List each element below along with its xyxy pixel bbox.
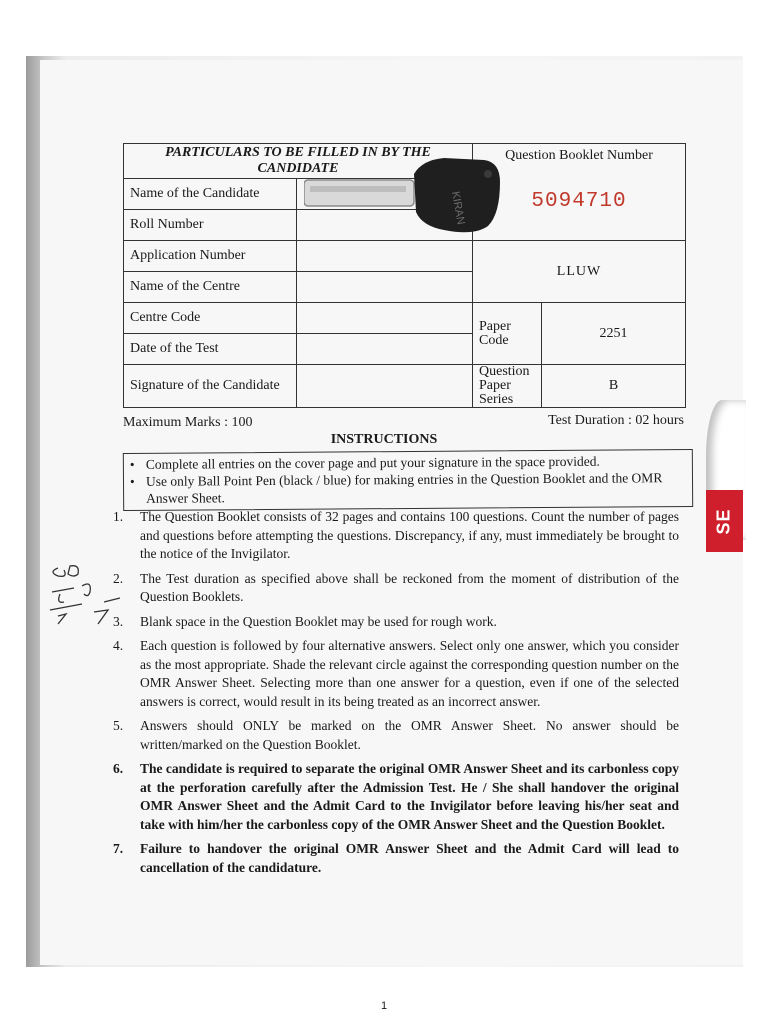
field-input-date[interactable] bbox=[297, 334, 473, 365]
paper-code: 2251 bbox=[542, 303, 686, 365]
instruction-item: 5. Answers should ONLY be marked on the OMR Answer Sheet. No answer should be written/marked on the Question Booklet. bbox=[113, 718, 679, 752]
field-input-centre-code[interactable] bbox=[297, 303, 473, 334]
instruction-item: 1. The Question Booklet consists of 32 pages and contains 100 questions. Count the number of pages and questions before attempting the questions. Discrepancy, if any, must immediately be brought to the notice of the Invigilator. bbox=[113, 509, 679, 561]
handwritten-scribble bbox=[44, 558, 124, 638]
series-label: Question Paper Series bbox=[473, 365, 542, 408]
field-label-application: Application Number bbox=[124, 241, 297, 272]
maximum-marks: Maximum Marks : 100 bbox=[123, 415, 253, 430]
instruction-item: 2. The Test duration as specified above shall be reckoned from the moment of distribution of the Question Booklets. bbox=[113, 570, 679, 604]
paper-code-label: Paper Code bbox=[473, 303, 542, 365]
instructions-box bbox=[123, 449, 693, 511]
side-tab: SE bbox=[706, 490, 743, 552]
page-number: 1 bbox=[380, 1000, 388, 1012]
field-label-signature: Signature of the Candidate bbox=[124, 365, 297, 408]
booklet-number: 5094710 bbox=[531, 190, 627, 213]
instruction-item: 6. The candidate is required to separate the original OMR Answer Sheet and its carbonless copy at the perforation carefully after the Admission Test. He / She shall handover the original OMR Answer Sheet and the Admit Card to the Invigilator before leaving his/her seat and take with him/her the carbonless copy of the OMR Answer Sheet and the Question Booklet. bbox=[113, 761, 679, 832]
key-icon bbox=[304, 152, 504, 238]
field-input-centre[interactable] bbox=[297, 272, 473, 303]
field-label-roll: Roll Number bbox=[124, 210, 297, 241]
booklet-number-label: Question Booklet Number bbox=[505, 148, 653, 163]
box-bullet: • Use only Ball Point Pen (black / blue) for making entries in the Question Booklet and the OMR Answer Sheet. bbox=[129, 470, 663, 506]
instructions-title: INSTRUCTIONS bbox=[330, 432, 438, 447]
test-duration: Test Duration : 02 hours bbox=[548, 413, 684, 428]
particulars-header: PARTICULARS TO BE FILLED IN BY THE CANDIDATE bbox=[124, 144, 473, 179]
field-label-centre: Name of the Centre bbox=[124, 272, 297, 303]
booklet-series-code: LLUW bbox=[473, 241, 686, 303]
paper-series: B bbox=[542, 365, 686, 408]
field-label-name: Name of the Candidate bbox=[124, 179, 297, 210]
instruction-item: 3. Blank space in the Question Booklet may be used for rough work. bbox=[113, 613, 497, 629]
field-input-application[interactable] bbox=[297, 241, 473, 272]
field-input-signature[interactable] bbox=[297, 365, 473, 408]
key-brand: KIRAN bbox=[449, 190, 467, 226]
field-label-date: Date of the Test bbox=[124, 334, 297, 365]
box-bullet: • Complete all entries on the cover page and put your signature in the space provided. bbox=[129, 453, 600, 472]
instruction-item: 7. Failure to handover the original OMR Answer Sheet and the Admit Card will lead to cancellation of the candidature. bbox=[113, 841, 679, 875]
field-label-centre-code: Centre Code bbox=[124, 303, 297, 334]
booklet-number-cell bbox=[473, 144, 686, 241]
instructions-list bbox=[113, 508, 679, 883]
instruction-item: 4. Each question is followed by four alternative answers. Select only one answer, which you consider as the most appropriate. Shade the relevant circle against the corresponding question number on the OMR Answer Sheet. Selecting more than one answer for a question, even if one of the selected answers is correct, would result in its being treated as an incorrect answer. bbox=[113, 638, 679, 709]
